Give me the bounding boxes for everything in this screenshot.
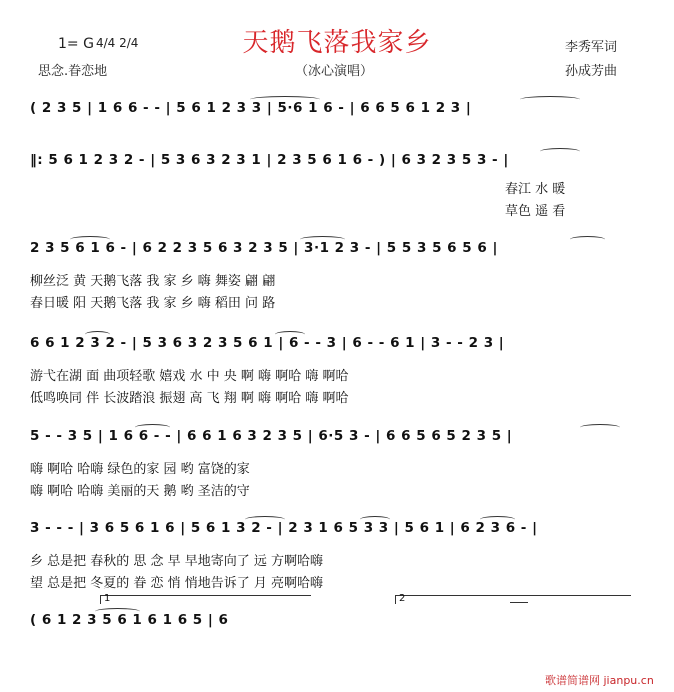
slur bbox=[360, 516, 390, 523]
lyric-row-5-verse-2: 嗨 啊哈 哈嗨 美丽的天 鹅 哟 圣洁的守 bbox=[30, 484, 250, 499]
slur bbox=[70, 236, 110, 243]
lyric-row-2-verse-2: 草色 遥 看 bbox=[505, 204, 566, 219]
notes-row-4: 6 6 1 2 3 2 - | 5 3 6 3 2 3 5 6 1 | 6 - - 3 | 6 - - 6 1 | 3 - - 2 3 | bbox=[30, 335, 505, 351]
lyric-row-2-verse-1: 春江 水 暖 bbox=[505, 182, 566, 197]
slur bbox=[540, 148, 580, 155]
lyric-row-5-verse-1: 嗨 啊哈 哈嗨 绿色的家 园 哟 富饶的家 bbox=[30, 462, 250, 477]
lyricist: 李秀军词 bbox=[565, 40, 618, 55]
lyric-row-3-verse-1: 柳丝泛 黄 天鹅飞落 我 家 乡 嗨 舞姿 翩 翩 bbox=[30, 274, 276, 289]
slur bbox=[275, 331, 305, 338]
slur bbox=[250, 96, 320, 103]
composer: 孙成芳曲 bbox=[565, 64, 618, 79]
notes-row-7: ( 6 1 2 3 5 6 1 6 1 6 5 | 6 bbox=[30, 612, 229, 628]
slur bbox=[85, 331, 110, 338]
lyric-row-6-verse-2: 望 总是把 冬夏的 眷 恋 悄 悄地告诉了 月 亮啊哈嗨 bbox=[30, 576, 324, 591]
notes-row-6: 3 - - - | 3 6 5 6 1 6 | 5 6 1 3 2 - | 2 3 1 6 5 3 3 | 5 6 1 | 6 2 3 6 - | bbox=[30, 520, 538, 536]
notes-row-3: 2 3 5 6 1 6 - | 6 2 2 3 5 6 3 2 3 5 | 3·1 2 3 - | 5 5 3 5 6 5 6 | bbox=[30, 240, 498, 256]
slur bbox=[135, 424, 170, 431]
lyric-row-6-verse-1: 乡 总是把 春秋的 思 念 早 早地寄向了 远 方啊哈嗨 bbox=[30, 554, 324, 569]
lyric-row-4-verse-2: 低鸣唤同 伴 长波踏浪 振翅 高 飞 翔 啊 嗨 啊哈 嗨 啊哈 bbox=[30, 391, 349, 406]
slur bbox=[580, 424, 620, 431]
key-signature: 1= G bbox=[58, 36, 94, 52]
song-title: 天鹅飞落我家乡 bbox=[242, 28, 432, 58]
notes-row-1: ( 2 3 5 | 1 6 6 - - | 5 6 1 2 3 3 | 5·6 1 6 - | 6 6 5 6 1 2 3 | bbox=[30, 100, 472, 116]
lyric-row-4-verse-1: 游弋在湖 面 曲项轻歌 嬉戏 水 中 央 啊 嗨 啊哈 嗨 啊哈 bbox=[30, 369, 349, 384]
notes-row-2: ‖: 5 6 1 2 3 2 - | 5 3 6 3 2 3 1 | 2 3 5 6 1 6 - ) | 6 3 2 3 5 3 - | bbox=[30, 152, 509, 168]
notes-row-5: 5 - - 3 5 | 1 6 6 - - | 6 6 1 6 3 2 3 5 | 6·5 3 - | 6 6 5 6 5 2 3 5 | bbox=[30, 428, 513, 444]
second-ending-number: 2 bbox=[399, 593, 406, 604]
watermark: 歌谱简谱网 jianpu.cn bbox=[545, 674, 654, 687]
first-ending-bracket bbox=[100, 595, 311, 604]
slur bbox=[300, 236, 345, 243]
performance-style: 思念.眷恋地 bbox=[38, 64, 108, 79]
tie-line bbox=[510, 602, 528, 603]
lyric-row-3-verse-2: 春日暖 阳 天鹅飞落 我 家 乡 嗨 稻田 问 路 bbox=[30, 296, 276, 311]
slur bbox=[245, 516, 285, 523]
time-signature: 4/4 2/4 bbox=[96, 36, 139, 50]
first-ending-number: 1 bbox=[104, 593, 111, 604]
performer: （冰心演唱） bbox=[295, 64, 374, 79]
slur bbox=[570, 236, 605, 243]
slur bbox=[95, 608, 140, 615]
slur bbox=[480, 516, 515, 523]
slur bbox=[520, 96, 580, 103]
